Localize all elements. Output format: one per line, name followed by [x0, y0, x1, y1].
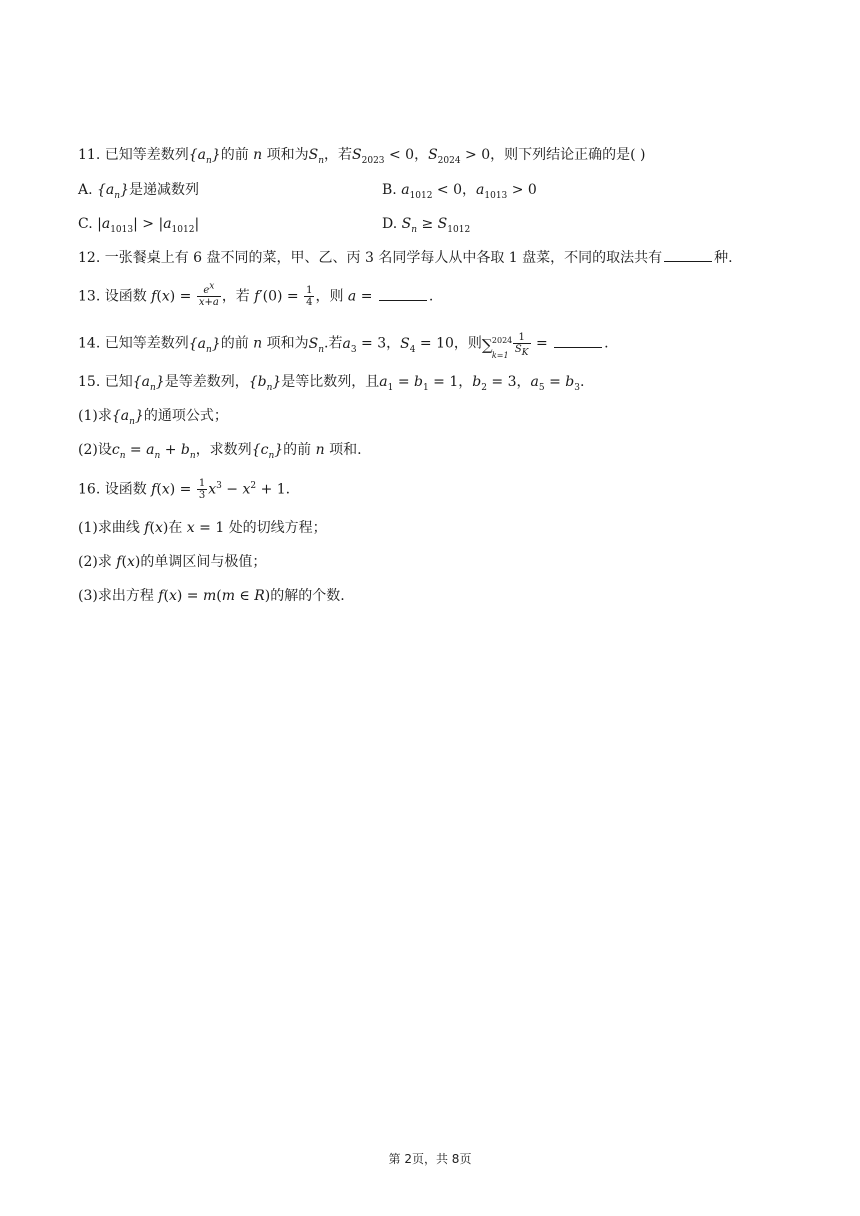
question-11: 11. 已知等差数列$\{a_n\}$的前 n 项和为$S_n$，若$S_{2023} < 0$，$S_{2024} > 0$，则下列结论正确的是( ) [78, 147, 646, 166]
summation-symbol: ∑ 2024 k=1 [481, 335, 513, 360]
q16-part-2: (2)求 f(x)的单调区间与极值； [78, 554, 267, 570]
q15-part-1: (1)求$\{a_n\}$的通项公式； [78, 408, 228, 427]
q11-option-b: B. $a_{1012} < 0$，$a_{1013} > 0$ [382, 182, 537, 201]
question-15: 15. 已知$\{a_n\}$是等差数列，$\{b_n\}$是等比数列，且$a_1 = b_1 = 1$，$b_2 = 3$，$a_5 = b_3$. [78, 374, 585, 393]
page-footer: 第 2页，共 8页 [388, 1152, 472, 1166]
answer-blank [379, 288, 427, 301]
question-16: 16. 设函数 f(x) = $\frac{1}{3}$ $x^3 - x^2 + 1$. [78, 478, 291, 501]
question-14: 14. 已知等差数列$\{a_n\}$的前 n 项和为$S_n$.若$a_3 = 3$，$S_4 = 10$，则 ∑ 2024 k=1 $\frac{1}{S_K}$ = . [78, 332, 609, 360]
q16-part-1: (1)求曲线 f(x)在 x = 1 处的切线方程； [78, 520, 327, 536]
q11-option-c: C. $|a_{1013}| > |a_{1012}|$ [78, 216, 200, 235]
q11-prefix: 11. 已知等差数列 [78, 147, 189, 163]
q11-option-d: D. $S_n \ge S_{1012}$ [382, 216, 471, 235]
question-13: 13. 设函数 f(x) = $\frac{e^x}{x+a}$ ，若 f′(0) = $\frac{1}{4}$ ，则 a = . [78, 281, 434, 308]
q16-part-3: (3)求出方程 f(x) = m(m ∈ R)的解的个数. [78, 588, 345, 604]
q15-part-2: (2)设$c_n = a_n + b_n$，求数列$\{c_n\}$的前 n 项和. [78, 442, 362, 461]
answer-blank [664, 249, 712, 262]
answer-blank [554, 335, 602, 348]
q11-option-a: A. $\{a_n\}$是递减数列 [78, 182, 199, 201]
question-12: 12. 一张餐桌上有 6 盘不同的菜，甲、乙、丙 3 名同学每人从中各取 1 盘菜，不同的取法共有 种. [78, 250, 733, 266]
